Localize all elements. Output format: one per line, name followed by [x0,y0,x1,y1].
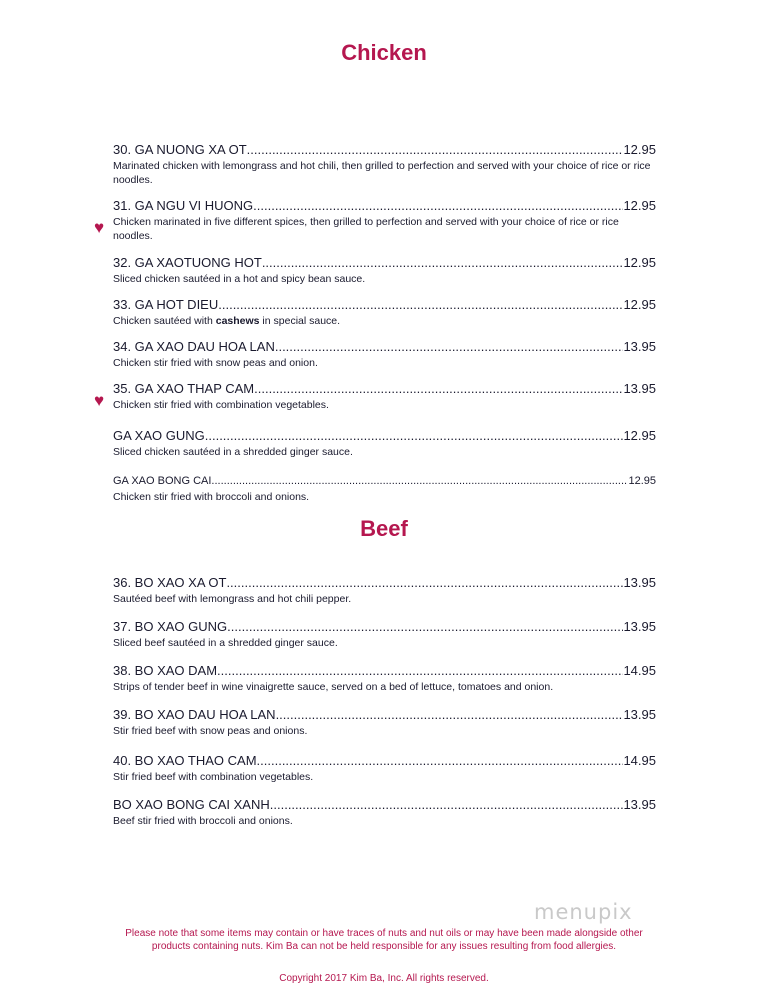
dot-leader [218,297,623,313]
item-price: 13.95 [623,339,656,354]
menu-item [113,575,656,606]
item-name: 36. BO XAO XA OT [113,575,227,590]
copyright-text: Copyright 2017 Kim Ba, Inc. All rights reserved. [279,973,489,984]
description-text: in special sauce. [259,315,341,327]
item-name: 37. BO XAO GUNG [113,619,228,634]
description-text: Chicken sautéed with [113,315,216,327]
menu-item [113,619,656,650]
item-price: 12.95 [623,255,656,270]
item-description: Beef stir fried with broccoli and onions. [113,815,293,827]
item-name: 30. GA NUONG XA OT [113,142,247,157]
dot-leader [257,753,624,769]
menu-item [113,142,656,187]
item-price: 13.95 [623,381,656,396]
dot-leader [270,797,624,813]
menu-item [113,198,656,243]
item-description: Chicken stir fried with broccoli and onions. [113,491,310,503]
item-description: Sautéed beef with lemongrass and hot chili pepper. [113,593,352,605]
dot-leader [226,575,623,591]
item-name: 35. GA XAO THAP CAM [113,381,255,396]
section-title-beef: Beef [360,516,408,541]
dot-leader [247,142,624,158]
item-description: Sliced beef sautéed in a shredded ginger sauce. [113,637,338,649]
menu-item [113,473,656,504]
item-description: Stir fried beef with combination vegetables. [113,771,314,783]
item-name: 38. BO XAO DAM [113,663,218,678]
dot-leader [254,381,623,397]
description-highlight: cashews [215,315,260,327]
item-price: 13.95 [623,797,656,812]
dot-leader [227,619,623,635]
item-price: 12.95 [623,142,656,157]
menu-item [113,663,656,694]
heart-icon: ♥ [94,391,105,410]
item-price: 13.95 [623,707,656,722]
item-description: Chicken stir fried with combination vegetables. [113,399,329,411]
item-name: 34. GA XAO DAU HOA LAN [113,339,275,354]
item-description: Marinated chicken with lemongrass and hot chili, then grilled to perfection and served with your choice of rice or rice noodles. [113,160,651,186]
allergy-note: Please note that some items may contain or have traces of nuts and nut oils or may have been made alongside other products containing nuts. Kim Ba can not be held responsible for any issues resulting from food allergies. [125,928,643,952]
item-name: BO XAO BONG CAI XANH [113,797,270,812]
item-price: 14.95 [623,663,656,678]
item-description: Chicken stir fried with snow peas and onion. [113,357,318,369]
menu-item [113,707,656,738]
item-name: 33. GA HOT DIEU [113,297,219,312]
item-price: 12.95 [623,428,656,443]
dot-leader [217,663,623,679]
dot-leader [253,198,623,214]
item-name: 31. GA NGU VI HUONG [113,198,254,213]
item-name: 40. BO XAO THAO CAM [113,753,257,768]
menu-item [113,381,656,412]
menu-item [113,797,656,828]
dot-leader [262,255,624,271]
dot-leader [276,707,624,723]
item-price: 14.95 [623,753,656,768]
dot-leader [205,428,624,444]
item-price: 12.95 [628,475,656,487]
menu-item [113,297,656,328]
menu-item [113,753,656,784]
item-description: Stir fried beef with snow peas and onions. [113,725,308,737]
section-title-chicken: Chicken [341,40,427,65]
dot-leader [211,473,628,489]
item-price: 13.95 [623,575,656,590]
item-price: 13.95 [623,619,656,634]
item-name: 32. GA XAOTUONG HOT [113,255,262,270]
menu-item [113,339,656,370]
menu-item [113,428,656,459]
item-description: Strips of tender beef in wine vinaigrette sauce, served on a bed of lettuce, tomatoes and onion. [113,681,554,693]
item-name: GA XAO BONG CAI [113,475,212,487]
item-price: 12.95 [623,297,656,312]
heart-icon: ♥ [94,218,105,237]
menu-item [113,255,656,286]
item-price: 12.95 [623,198,656,213]
item-description: Sliced chicken sautéed in a shredded ginger sauce. [113,446,353,458]
item-description [113,314,656,328]
watermark-logo: menupix [534,900,633,924]
item-description: Chicken marinated in five different spices, then grilled to perfection and served with your choice of rice or rice noodles. [113,216,619,242]
item-name: GA XAO GUNG [113,428,205,443]
item-description: Sliced chicken sautéed in a hot and spicy bean sauce. [113,273,366,285]
item-name: 39. BO XAO DAU HOA LAN [113,707,276,722]
dot-leader [275,339,624,355]
